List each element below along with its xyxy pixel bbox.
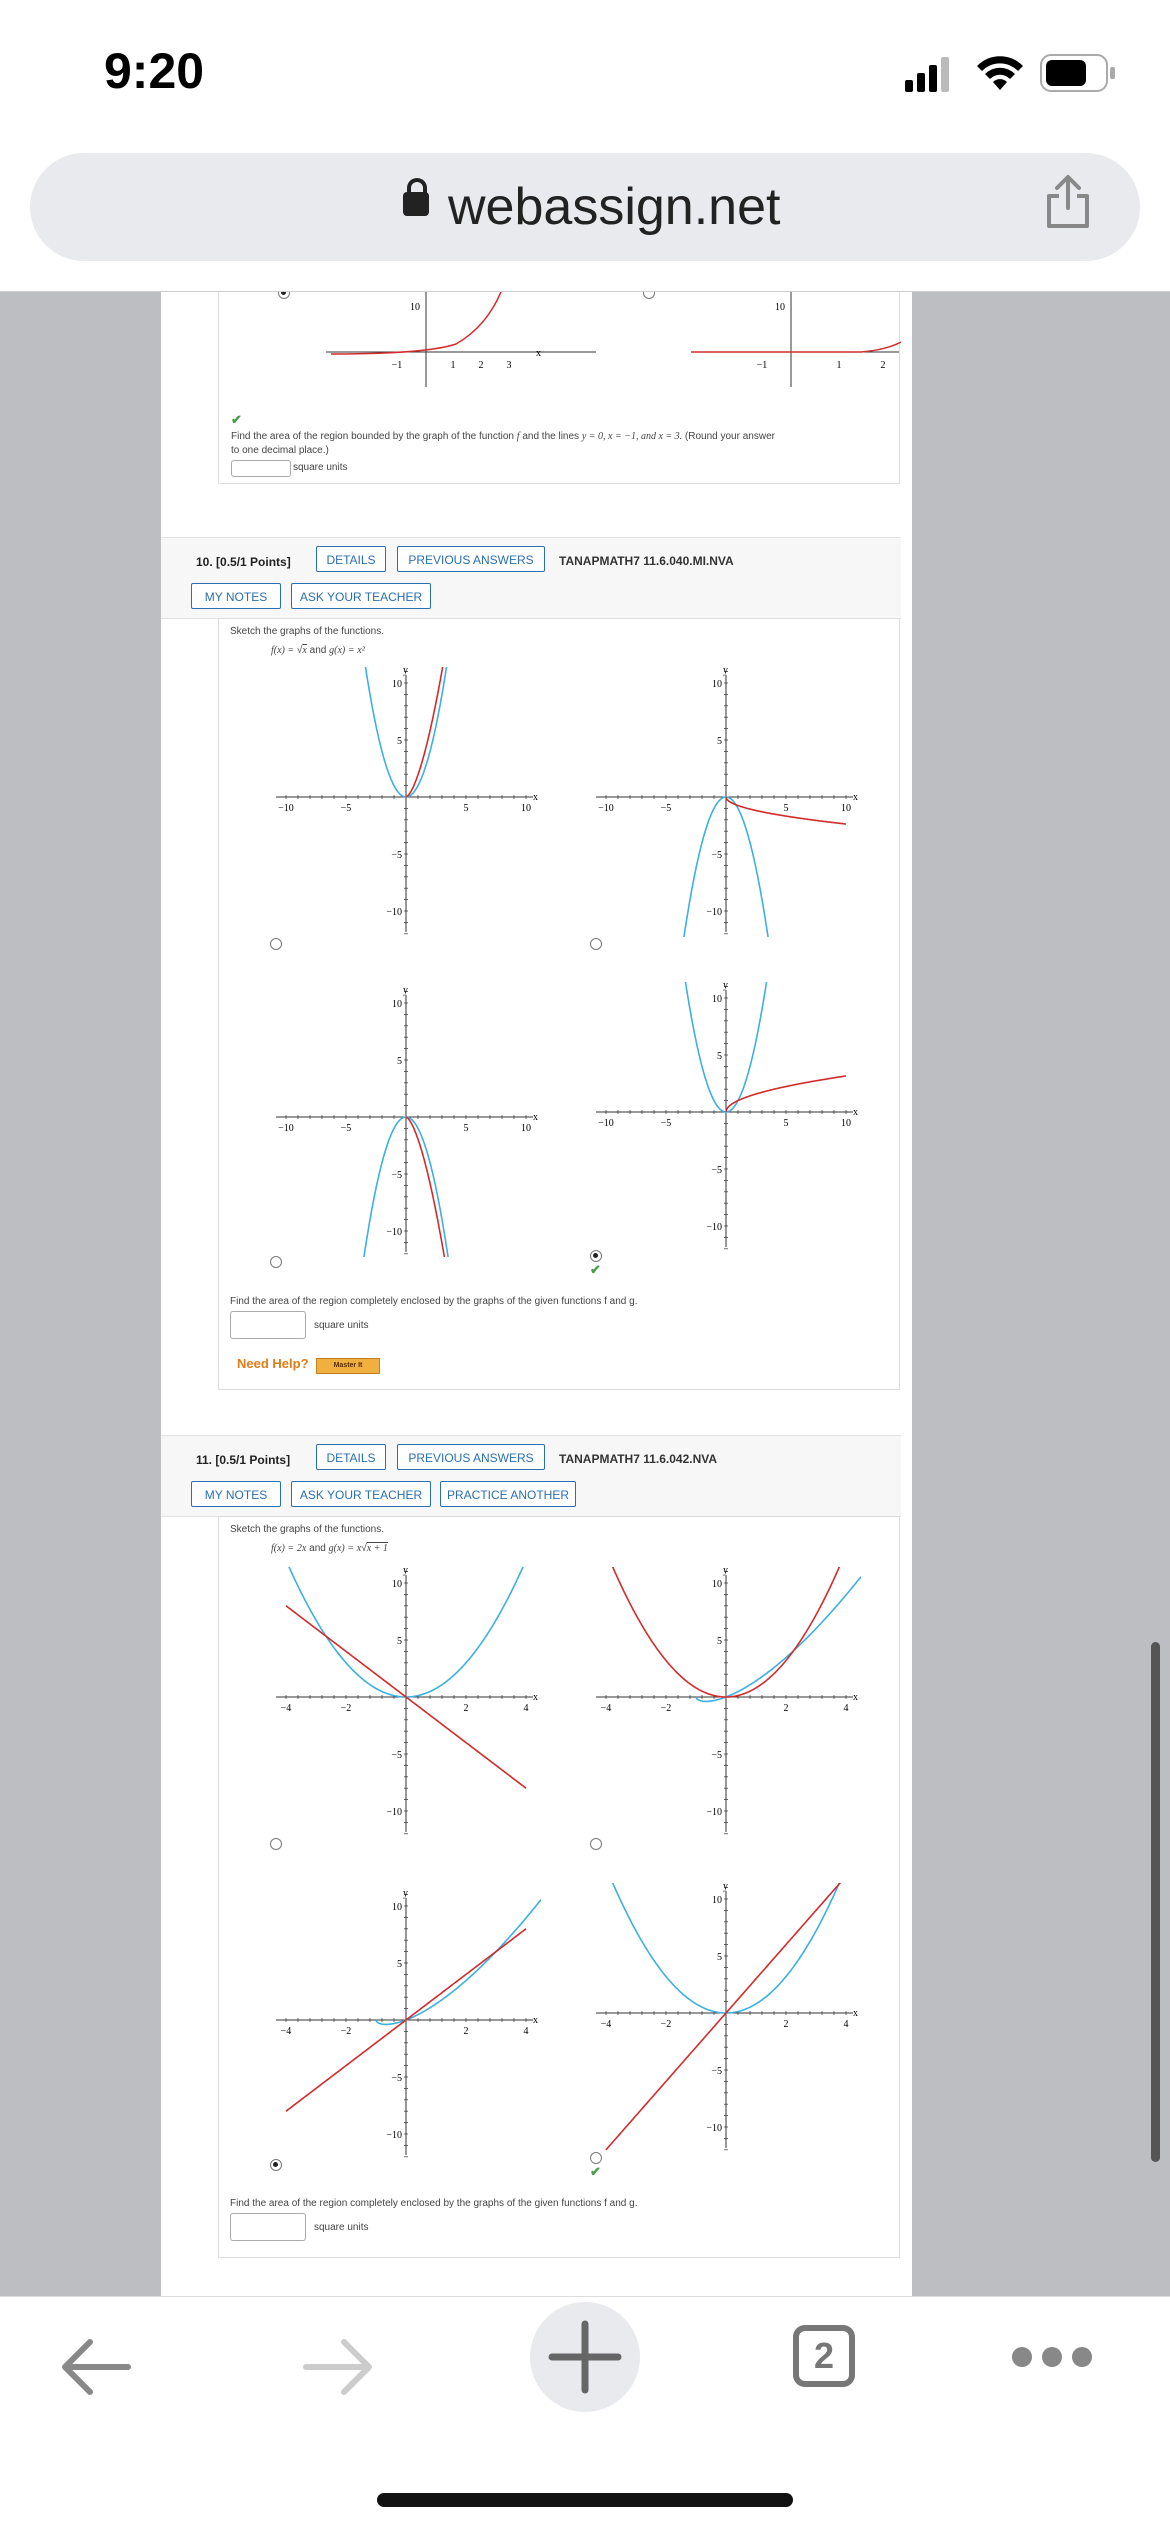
y-tick-label: −10: [386, 1807, 402, 1818]
f-curve: [406, 1117, 445, 1257]
x-tick-label: 5: [783, 1118, 789, 1129]
q10-correct-check: ✔: [590, 1262, 601, 1277]
q10-ask-teacher-button[interactable]: ASK YOUR TEACHER: [291, 583, 431, 609]
y-axis-label: y: [403, 1567, 408, 1576]
q9a-xlabel: x: [536, 348, 541, 359]
forward-arrow-icon[interactable]: [300, 2332, 376, 2402]
f-curve: [406, 667, 445, 797]
q9-graph-b: [691, 292, 901, 387]
y-tick-label: 5: [717, 1952, 722, 1963]
q10-units: square units: [314, 1320, 369, 1331]
x-axis-label: x: [533, 792, 538, 803]
q10-graph-a: [271, 667, 541, 937]
x-tick-label: 5: [783, 803, 789, 814]
signal-icon: [905, 56, 951, 92]
q11-graph-c: [271, 1890, 541, 2160]
q9b-xtick-2: 2: [880, 360, 886, 371]
x-tick-label: −4: [600, 1703, 612, 1714]
share-icon[interactable]: [1043, 174, 1093, 230]
q10-code: TANAPMATH7 11.6.040.MI.NVA: [559, 554, 734, 568]
q9-units: square units: [293, 462, 348, 473]
x-tick-label: 10: [841, 1118, 851, 1129]
q9b-xtick-neg1: −1: [756, 360, 768, 371]
q11-code: TANAPMATH7 11.6.042.NVA: [559, 1452, 718, 1466]
x-tick-label: −5: [340, 803, 352, 814]
q11-units: square units: [314, 2222, 369, 2233]
y-tick-label: −5: [711, 1165, 722, 1176]
q9-correct-check: ✔: [231, 412, 242, 427]
y-axis-label: y: [723, 982, 728, 991]
x-tick-label: −10: [278, 803, 294, 814]
x-tick-label: 2: [463, 1703, 469, 1714]
y-tick-label: 5: [397, 1959, 402, 1970]
x-tick-label: −2: [340, 2026, 352, 2037]
x-tick-label: 2: [463, 2026, 469, 2037]
x-tick-label: −10: [278, 1123, 294, 1134]
q10-sketch-instruction: Sketch the graphs of the functions.: [230, 626, 384, 637]
y-tick-label: −10: [706, 1222, 722, 1233]
q11-correct-check: ✔: [590, 2164, 601, 2179]
x-axis-label: x: [853, 1692, 858, 1703]
x-axis-label: x: [853, 792, 858, 803]
q10-details-button[interactable]: DETAILS: [316, 546, 386, 572]
y-tick-label: −5: [711, 2066, 722, 2077]
x-tick-label: −2: [340, 1703, 352, 1714]
q10-option-c-radio[interactable]: [270, 1256, 282, 1268]
q11-area-prompt: Find the area of the region completely enclosed by the graphs of the given functions f and g.: [230, 2198, 638, 2209]
q11-graph-b: [591, 1567, 861, 1837]
q11-ask-teacher-button[interactable]: ASK YOUR TEACHER: [291, 1481, 431, 1507]
q10-area-prompt: Find the area of the region completely enclosed by the graphs of the given functions f and g.: [230, 1296, 638, 1307]
y-tick-label: 5: [397, 736, 402, 747]
f-curve: [726, 1076, 846, 1112]
x-axis-label: x: [853, 2008, 858, 2019]
y-tick-label: −10: [706, 2123, 722, 2134]
battery-icon: [1040, 54, 1116, 92]
q9b-xtick-1: 1: [836, 360, 842, 371]
q9a-xtick-neg1: −1: [391, 360, 403, 371]
q9a-xtick-2: 2: [478, 360, 484, 371]
q11-option-b-radio[interactable]: [590, 1838, 602, 1850]
x-tick-label: −5: [340, 1123, 352, 1134]
x-tick-label: 4: [843, 2019, 849, 2030]
y-tick-label: 10: [712, 679, 722, 690]
x-tick-label: 4: [843, 1703, 849, 1714]
q11-graph-a: [271, 1567, 541, 1837]
tabs-button[interactable]: [793, 2325, 855, 2387]
q11-practice-another-button[interactable]: PRACTICE ANOTHER: [440, 1481, 576, 1507]
y-tick-label: −10: [386, 907, 402, 918]
tab-count: 2: [813, 2335, 835, 2376]
x-tick-label: −5: [660, 803, 672, 814]
x-tick-label: −5: [660, 1118, 672, 1129]
y-axis-label: y: [403, 667, 408, 676]
q10-option-b-radio[interactable]: [590, 938, 602, 950]
y-tick-label: 5: [717, 1051, 722, 1062]
q10-option-d-radio[interactable]: [590, 1250, 602, 1262]
x-tick-label: −2: [660, 2019, 672, 2030]
y-tick-label: −5: [711, 1750, 722, 1761]
x-tick-label: 5: [463, 803, 469, 814]
y-tick-label: −10: [386, 2130, 402, 2141]
y-tick-label: −5: [391, 1750, 402, 1761]
q9a-ytick-10: 10: [410, 302, 420, 313]
q10-my-notes-button[interactable]: MY NOTES: [191, 583, 281, 609]
q9-area-prompt-2: to one decimal place.): [231, 445, 329, 456]
plus-icon: [530, 2302, 640, 2412]
q9-graph-a: [326, 292, 606, 387]
y-tick-label: −5: [391, 2073, 402, 2084]
q11-graph-d: [591, 1883, 861, 2153]
q9b-ytick-10: 10: [775, 302, 785, 313]
q10-number: 10. [0.5/1 Points]: [196, 555, 291, 569]
y-tick-label: 5: [397, 1636, 402, 1647]
y-tick-label: −10: [386, 1227, 402, 1238]
x-tick-label: 4: [523, 2026, 529, 2037]
web-viewport: [0, 291, 1170, 2297]
y-tick-label: 5: [717, 736, 722, 747]
q11-previous-answers-button[interactable]: PREVIOUS ANSWERS: [397, 1444, 545, 1470]
g-curve: [608, 1883, 840, 2013]
y-axis-label: y: [723, 667, 728, 676]
x-tick-label: 10: [841, 803, 851, 814]
y-axis-label: y: [403, 987, 408, 996]
q10-previous-answers-button[interactable]: PREVIOUS ANSWERS: [397, 546, 545, 572]
q11-option-c-radio[interactable]: [270, 2159, 282, 2171]
q11-my-notes-button[interactable]: MY NOTES: [191, 1481, 281, 1507]
q10-option-a-radio[interactable]: [270, 938, 282, 950]
y-tick-label: 10: [712, 994, 722, 1005]
q11-option-a-radio[interactable]: [270, 1838, 282, 1850]
new-tab-button[interactable]: [530, 2302, 640, 2412]
y-tick-label: 10: [392, 999, 402, 1010]
q11-details-button[interactable]: DETAILS: [316, 1444, 386, 1470]
y-tick-label: −5: [391, 850, 402, 861]
y-tick-label: 10: [392, 679, 402, 690]
x-axis-label: x: [533, 1692, 538, 1703]
q10-functions: f(x) = √x and g(x) = x²: [271, 645, 365, 656]
x-tick-label: −10: [598, 1118, 614, 1129]
q9a-xtick-1: 1: [450, 360, 456, 371]
x-tick-label: 10: [521, 1123, 531, 1134]
y-axis-label: y: [403, 1890, 408, 1899]
y-axis-label: y: [723, 1883, 728, 1892]
url-text[interactable]: webassign.net: [448, 178, 781, 236]
y-tick-label: 10: [392, 1902, 402, 1913]
q9a-xtick-3: 3: [506, 360, 512, 371]
y-tick-label: −5: [391, 1170, 402, 1181]
x-axis-label: x: [533, 2015, 538, 2026]
webassign-page: [161, 292, 912, 2297]
q10-need-help: Need Help?: [237, 1356, 309, 1371]
q11-sketch-instruction: Sketch the graphs of the functions.: [230, 1524, 384, 1535]
y-tick-label: 5: [717, 1636, 722, 1647]
y-tick-label: 10: [712, 1579, 722, 1590]
q10-master-it-button[interactable]: Master It: [316, 1358, 380, 1374]
status-bar: [0, 0, 1170, 145]
status-time: 9:20: [104, 43, 205, 99]
q10-graph-d: [591, 982, 861, 1252]
x-tick-label: −10: [598, 803, 614, 814]
x-axis-label: x: [533, 1112, 538, 1123]
q10-graph-b: [591, 667, 861, 937]
q11-number: 11. [0.5/1 Points]: [196, 1453, 291, 1467]
x-tick-label: 4: [523, 1703, 529, 1714]
x-tick-label: 2: [783, 1703, 789, 1714]
back-arrow-icon[interactable]: [58, 2332, 134, 2402]
wifi-icon: [975, 52, 1025, 92]
x-tick-label: −2: [660, 1703, 672, 1714]
y-tick-label: 10: [392, 1579, 402, 1590]
home-indicator: [377, 2493, 793, 2507]
q11-functions: f(x) = 2x and g(x) = x√x + 1: [271, 1543, 388, 1554]
x-tick-label: −4: [280, 1703, 292, 1714]
x-tick-label: −4: [600, 2019, 612, 2030]
q9-area-prompt: Find the area of the region bounded by the graph of the function f and the lines y = 0, x = −1, and x = 3. (Round your answer: [231, 431, 775, 442]
y-tick-label: 5: [397, 1056, 402, 1067]
f-curve: [606, 1883, 851, 2150]
x-tick-label: −4: [280, 2026, 292, 2037]
x-tick-label: 5: [463, 1123, 469, 1134]
x-axis-label: x: [853, 1107, 858, 1118]
lock-icon: [403, 192, 429, 216]
y-axis-label: y: [723, 1567, 728, 1576]
q11-answer-input[interactable]: [230, 2213, 306, 2241]
x-tick-label: 10: [521, 803, 531, 814]
y-tick-label: −5: [711, 850, 722, 861]
q9-answer-input[interactable]: [231, 460, 291, 477]
y-tick-label: 10: [712, 1895, 722, 1906]
page-scrollbar[interactable]: [1151, 1642, 1160, 2162]
x-tick-label: 2: [783, 2019, 789, 2030]
more-menu-icon[interactable]: [1010, 2345, 1094, 2369]
q10-answer-input[interactable]: [230, 1311, 306, 1339]
q10-graph-c: [271, 987, 541, 1257]
q11-option-d-radio[interactable]: [590, 2152, 602, 2164]
y-tick-label: −10: [706, 907, 722, 918]
y-tick-label: −10: [706, 1807, 722, 1818]
